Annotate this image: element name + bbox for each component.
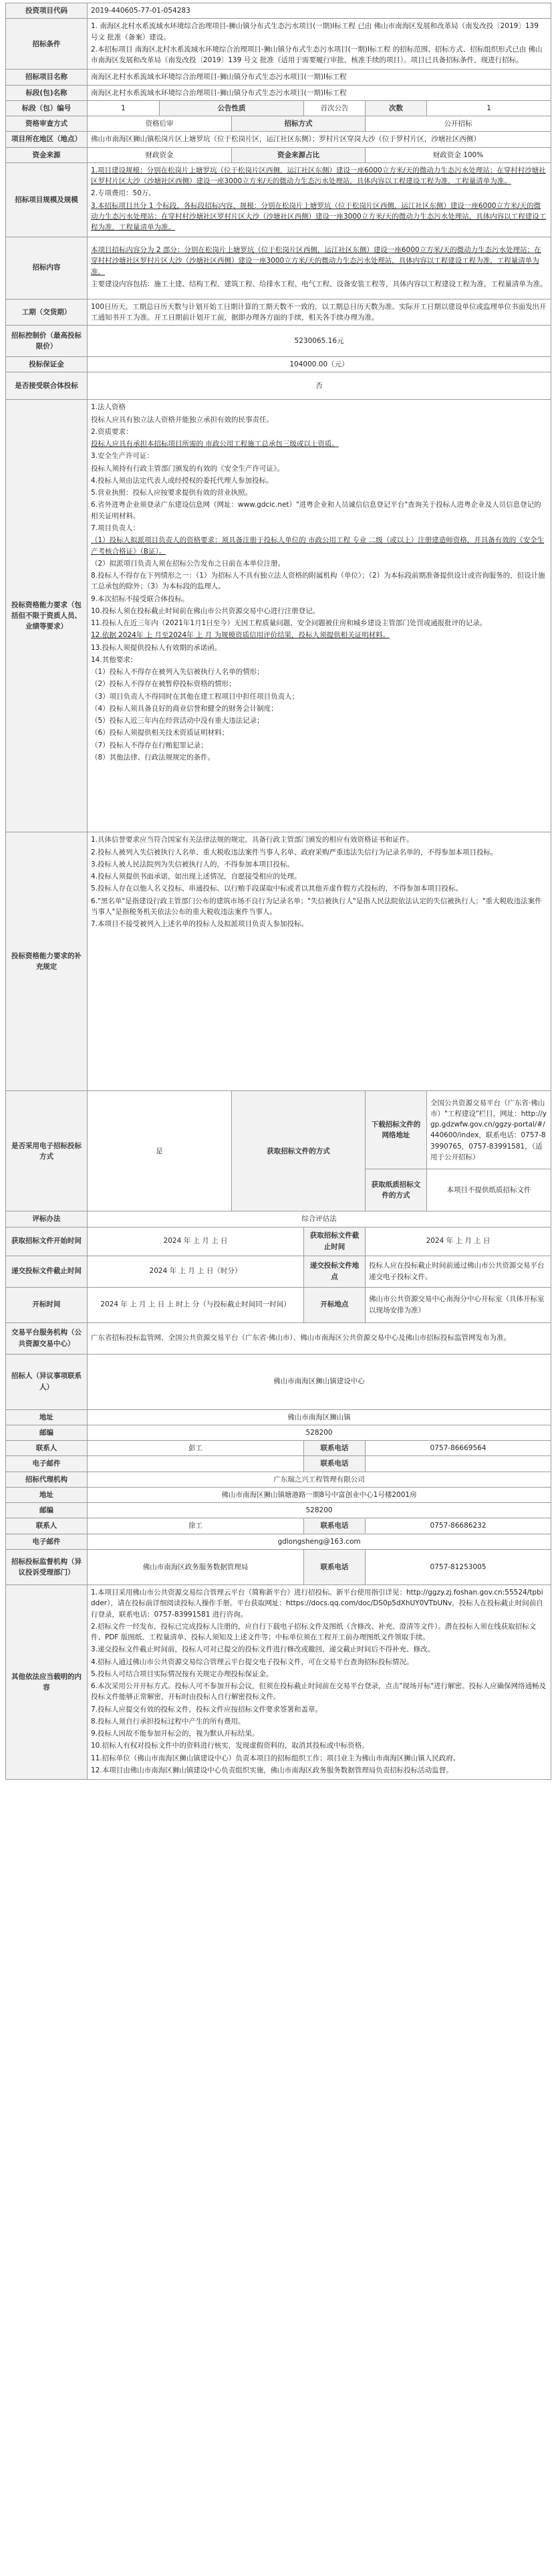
agency-email-value[interactable]: gdlongsheng@163.com	[88, 1534, 551, 1549]
other-para: 2.招标文件一经发布，投标已完成投标人注册的，应自行下载电子招标文件及图纸（含修改、补充、澄清等文件）。潜在投标人须在线获取招标文件、PDF 版图纸、工程量清单、投标人须知及上述文件等；中标单位须在工程开工前办理图纸文件领取手续。	[91, 1622, 537, 1642]
consortium-value: 否	[88, 372, 551, 400]
other-para: 1.本项目采用佛山市公共资源交易综合管理云平台（简称新平台）进行招投标。新平台使用指引详见：http://ggzy.zj.foshan.gov.cn:55524/tpbidder），请在投标前详细阅读投标人操作手册。平台获取网址：https://docs.qq.com/doc/DS0p5dXhUY0VTbUNv，投标人在投标截止时间前自行登录，联系电话：0757-83991581 进行咨询。	[91, 1588, 543, 1619]
qualification-para: 投标人应具有承担本招标项目所需的 市政公用工程施工总承包三级或以上资质。	[91, 440, 339, 449]
tenderer-addr-label: 地址	[6, 1409, 88, 1425]
notice-count-label: 次数	[366, 100, 427, 116]
doc-end-value: 2024 年 上 月 上 日	[366, 1227, 551, 1256]
qualification-para: 12.依据 2024年 上 月至2024年 上 月 为规模资质信用评价结果，投标人须提供相关证明材料。	[91, 631, 390, 640]
notice-count-value: 1	[427, 100, 551, 116]
max-price-label: 招标控制价（最高投标限价）	[6, 326, 88, 357]
content-para: 本项目招标内容分为 2 部分：分别在松岗片上塘罗坑（位于松岗片区西侧，运江社区东侧）建设一座6000立方米/天的微动力生态污水处理站；在穿村村沙塘社区罗村片区大沙（沙塘社区西侧）建设一座3000立方米/天的微动力生态污水处理站，具体内容以工程建设工程为准，工程量清单为准。	[91, 245, 541, 276]
other-para: 8.投标人须自行承担投标过程中产生的所有费用。	[91, 1717, 245, 1726]
qualification-para: 7.项目负责人：	[91, 523, 140, 532]
opening-place-value: 佛山市公共资源交易中心南海分中心开标室（具体开标室以现场安排为准）	[366, 1287, 551, 1322]
other-label: 其他依法应当载明的内容	[6, 1585, 88, 1779]
qualification-para: 11.投标人在近三年内（2021年1月1日至今）无因工程质量问题、安全问题被住房和城乡建设主管部门处罚或通报批评的记录。	[91, 619, 487, 628]
notice-type-value: 首次公告	[304, 100, 366, 116]
other-para: 4.招标人通过佛山市公共资源交易综合管理云平台提交电子投标文件，可在交易平台查询招标投标情况。	[91, 1657, 414, 1666]
qualification-para: 8.投标人不得存在下列情形之一：（1）为招标人不具有独立法人资格的附属机构（单位）；（2）为本标段前期准备提供设计或咨询服务的，但设计施工总承包的除外；（3）为本标段的监理人。	[91, 572, 545, 591]
doc-start-label: 获取招标文件开始时间	[6, 1227, 88, 1256]
qualification-para: （4）投标人须具备良好的商业信誉和健全的财务会计制度；	[91, 704, 278, 713]
supervisor-label: 招标投标监督机构（异议投诉受理部门）	[6, 1549, 88, 1585]
negative-list-para: 1.具体信誉要求应当符合国家有关法律法规的规定，具备行政主管部门颁发的相应有效资格证书和证件。	[91, 836, 414, 844]
funding-value: 财政资金	[88, 147, 232, 162]
qualification-para: 4.投标人须由法定代表人或经授权的委托代理人参加投标。	[91, 476, 273, 485]
max-price-row	[6, 326, 551, 357]
qualification-para: 10.投标人须在投标截止时间前在佛山市公共资源交易中心进行注册登记。	[91, 606, 320, 615]
agency-addr-row	[6, 1487, 551, 1502]
agency-email-label: 电子邮件	[6, 1534, 88, 1549]
tenderer-row	[6, 1354, 551, 1409]
tenderer-contact-row	[6, 1441, 551, 1456]
negative-list-para: 7.本项目不接受被列入上述名单的投标人及拟派项目负责人参加投标。	[91, 920, 309, 929]
other-para: 3.递交投标文件截止时间前，投标人可对已提交的投标文件进行修改或撤回，递交截止时间后不得补充、修改。	[91, 1645, 435, 1654]
negative-list-label: 投标资格能力要求的补充规定	[6, 832, 88, 1091]
scale-para: 1.项目建设规模：分别在松岗片上塘罗坑（位于松岗片区西侧，运江社区东侧）建设一座6000立方米/天的微动力生态污水处理站；在穿村村沙塘社区罗村片区大沙（沙塘社区西侧）建设一座3000立方米/天的微动力生态污水处理站，具体内容以工程建设工程为准，工程量清单为准。	[91, 166, 546, 186]
location-label: 项目所在地区（地点）	[6, 132, 88, 147]
project-code-value: 2019-440605-77-01-054283	[88, 3, 551, 19]
opening-row	[6, 1287, 551, 1322]
scale-para: 3.本招标项目共分 1 个标段，各标段招标内容、规模：分别在松岗片上塘罗坑（位于松岗片区西侧，运江社区东侧）建设一座6000立方米/天的微动力生态污水处理站；在穿村村沙塘社区罗村片区大沙（沙塘社区西侧）建设一座3000立方米/天的微动力生态污水处理站，具体内容以工程建设工程为准，工程量清单为准。	[91, 201, 547, 232]
location-row	[6, 132, 551, 147]
tender-conditions-label: 招标条件	[6, 19, 88, 70]
other-value	[88, 1585, 551, 1779]
bid-place-value: 投标人应在投标截止时间前通过佛山市公共资源交易平台递交电子投标文件。	[366, 1256, 551, 1287]
opening-value: 2024 年 上 月 上 日 上 时上 分（与投标截止时间同一时间）	[88, 1287, 304, 1322]
tender-conditions-para: 1. 南海区北村水系流域水环境综合治理项目-狮山镇分布式生态污水项目(一期)I标工程 已由 佛山市南海区发展和改革局（南发改投〔2019〕139 号文 批准（备案）建设。	[91, 22, 539, 41]
other-para: 6.本次采用公开开标方式。投标人可不参加开标会议，但须在投标截止时间前在交易平台登录，点击"现场开标"进行解密。投标人应确保网络通畅及投标文件能够正常解密，开标时由投标人自行解密投标文件。	[91, 1682, 547, 1702]
project-name-row	[6, 70, 551, 85]
section-info-row	[6, 100, 551, 116]
negative-list-para: 4.投标人须提供书面承诺，如出现上述情况，自愿接受相应的处理。	[91, 872, 301, 881]
evaluation-row	[6, 1211, 551, 1227]
platform-label: 交易平台服务机构（公共资源交易中心）	[6, 1322, 88, 1354]
bid-place-label: 递交投标文件地点	[304, 1256, 366, 1287]
section-no-label: 标段（包）编号	[6, 100, 88, 116]
agency-zip-row	[6, 1503, 551, 1518]
doc-start-value: 2024 年 上 月 上 日	[88, 1227, 304, 1256]
agency-row	[6, 1472, 551, 1487]
doc-end-label: 获取招标文件截止时间	[304, 1227, 366, 1256]
other-row	[6, 1585, 551, 1779]
project-name-label: 招标项目名称	[6, 70, 88, 85]
section-name-row	[6, 85, 551, 100]
agency-phone-label: 联系电话	[304, 1518, 366, 1534]
tender-conditions-value	[88, 19, 551, 70]
qualification-label: 投标资格能力要求（包括但不限于资质人员、业绩等要求）	[6, 400, 88, 832]
tender-conditions-row	[6, 19, 551, 70]
agency-addr-value: 佛山市南海区狮山镇塘港路一期8号中富创业中心1号楼2001房	[88, 1487, 551, 1502]
qualification-para: （6）投标人须提供相关技术资质证明材料；	[91, 729, 229, 737]
project-name-value: 南海区北村水系流域水环境综合治理项目-狮山镇分布式生态污水项目(一期)I标工程	[88, 70, 551, 85]
negative-list-para: 3.投标人被人民法院列为失信被执行人的，不得参加本项目投标。	[91, 860, 295, 868]
tender-method-value: 公开招标	[366, 116, 551, 132]
agency-zip-value: 528200	[88, 1503, 551, 1518]
location-value: 佛山市南海区狮山镇松岗片区上塘罗坑（位于松岗片区，运江社区东侧）；罗村片区穿岗大沙（位于罗村片区，沙塘社区西侧）	[88, 132, 551, 147]
opening-label: 开标时间	[6, 1287, 88, 1322]
scale-row	[6, 162, 551, 237]
doc-period-row	[6, 1227, 551, 1256]
qualification-value	[88, 400, 551, 832]
qualification-para: 6.省外进粤企业须登录广东建设信息网（网址：www.gdcic.net）"进粤企业和人员诚信信息登记平台"查询关于投标人进粤企业及人员信息登记的相关证明材料。	[91, 501, 541, 520]
qualification-para: （5）投标人近三年内在经营活动中没有重大违法记录；	[91, 717, 264, 725]
notice-type-label: 公告性质	[160, 100, 304, 116]
qualification-para: 1.法人资格	[91, 403, 126, 412]
other-para: 7.投标人应提交有效的投标文件，投标文件应按招标文件要求签署和盖章。	[91, 1705, 323, 1714]
qualification-para: （8）其他法律、行政法规规定的条件。	[91, 753, 215, 762]
qualification-para: 投标人须持有行政主管部门颁发的有效的《安全生产许可证》。	[91, 464, 284, 473]
funding-ratio-label: 资金来源占比	[232, 147, 366, 162]
tenderer-addr-row	[6, 1409, 551, 1425]
other-para: 9.投标人因故不能参加开标会的，视为默认开标结果。	[91, 1730, 259, 1738]
tenderer-zip-label: 邮编	[6, 1425, 88, 1440]
content-para: 主要建设内容包括：施工土建、结构工程、建筑工程、给排水工程、电气工程、设备安装工程等，具体内容以工程建设工程为准，工程量清单为准。	[91, 279, 547, 288]
qualification-para: （7）投标人不得存在行贿犯罪记录；	[91, 741, 208, 749]
section-no-value: 1	[88, 100, 160, 116]
section-name-label: 标段(包)名称	[6, 85, 88, 100]
get-doc-label: 获取招标文件的方式	[232, 1091, 366, 1211]
tenderer-phone2-value	[366, 1456, 551, 1472]
consortium-label: 是否接受联合体投标	[6, 372, 88, 400]
duration-value: 100日历天。工期总日历天数与计划开始工日期计算的工期天数不一致的，以工期总日历天数为准。实际开工日期以建设单位或监理单位书面发出开工通知书开工为准。开工日期前计划开工前，据即办理各方面的手续，相关各手续办理为准。	[88, 299, 551, 326]
tenderer-contact-value: 彭工	[88, 1441, 304, 1456]
qualification-para: 9.本次招标不接受联合体投标。	[91, 594, 189, 603]
funding-ratio-value: 财政资金 100%	[366, 147, 551, 162]
tenderer-zip-value: 528200	[88, 1425, 551, 1440]
agency-contact-row	[6, 1518, 551, 1534]
qualification-para: 2.资质要求：	[91, 427, 133, 436]
negative-list-para: 2.投标人被列入失信被执行人名单、重大税收违法案件当事人名单、政府采购严重违法失信行为记录名单的，不得参加本项目投标。	[91, 848, 498, 856]
tenderer-phone2-label: 联系电话	[304, 1456, 366, 1472]
duration-row	[6, 299, 551, 326]
agency-label: 招标代理机构	[6, 1472, 88, 1487]
other-para: 11.招标单位（佛山市南海区狮山镇建设中心）负责本项目的招标组织工作；项目业主为佛山市南海区狮山镇人民政府。	[91, 1754, 460, 1762]
supervisor-row	[6, 1549, 551, 1585]
project-code-label: 投资项目代码	[6, 3, 88, 19]
tenderer-email-row	[6, 1456, 551, 1472]
tenderer-contact-label: 联系人	[6, 1441, 88, 1456]
negative-list-value	[88, 832, 551, 1091]
agency-phone-value: 0757-86686232	[366, 1518, 551, 1534]
paper-doc-value: 本项目不提供纸质招标文件	[427, 1169, 551, 1211]
platform-value: 广东省招标投标监管网、全国公共资源交易平台（广东省·佛山市）、佛山市南海区公共资源交易中心及佛山市招标投标监管网发布为准。	[88, 1322, 551, 1354]
negative-list-para: 6."黑名单"是指建设行政主管部门公布的建筑市场不良行为记录名单；"失信被执行人"是指人民法院依法认定的失信被执行人；"重大税收违法案件当事人"是指税务机关依法公布的重大税收违法案件当事人。	[91, 897, 542, 916]
electronic-value: 是	[88, 1091, 232, 1211]
supervisor-phone-value: 0757-81253005	[366, 1549, 551, 1585]
max-price-value: 5230065.16元	[88, 326, 551, 357]
tenderer-email-label: 电子邮件	[6, 1456, 88, 1472]
qualification-para: 3.安全生产许可证：	[91, 452, 154, 461]
project-code-row	[6, 3, 551, 19]
bid-bond-row	[6, 357, 551, 372]
supervisor-phone-label: 联系电话	[304, 1549, 366, 1585]
content-label: 招标内容	[6, 237, 88, 299]
duration-label: 工期（交货期）	[6, 299, 88, 326]
agency-value: 广东瑞之兴工程管理有限公司	[88, 1472, 551, 1487]
evaluation-value: 综合评估法	[88, 1211, 551, 1227]
download-label: 下载招标文件的网络地址	[366, 1091, 427, 1169]
platform-row	[6, 1322, 551, 1354]
paper-doc-label: 获取纸质招标文件的方式	[366, 1169, 427, 1211]
qualification-para: 投标人应具有独立法人资格并能独立承担有效的民事责任。	[91, 415, 273, 424]
qualification-para: （1）投标人拟派项目负责人的资格要求：须具备注册于投标人单位的 市政公用工程 专业 二级（或以上）注册建造师资格，并具备有效的《安全生产考核合格证》（B证）。	[91, 536, 545, 556]
bid-deadline-row	[6, 1256, 551, 1287]
tender-announcement	[5, 3, 551, 1780]
download-value[interactable]: 全国公共资源交易平台（广东省·佛山市）"工程建设"栏目，网址：http://ygp.gdzwfw.gov.cn/ggzy-portal/#/440600/index，联系电话：0757-83990765，0757-83991581，（适用于公开招标）	[427, 1091, 551, 1169]
qualification-review-value: 资格后审	[88, 116, 232, 132]
agency-contact-value: 徐工	[88, 1518, 304, 1534]
other-para: 5.投标人可结合项目实际情况按有关规定办理投标保证金。	[91, 1669, 273, 1678]
qualification-row	[6, 400, 551, 832]
agency-contact-label: 联系人	[6, 1518, 88, 1534]
agency-email-row	[6, 1534, 551, 1549]
tenderer-addr-value: 佛山市南海区狮山镇	[88, 1409, 551, 1425]
qualification-para: 5.营业执照：投标人应按要求提供有效的营业执照。	[91, 489, 253, 497]
evaluation-label: 评标办法	[6, 1211, 88, 1227]
bid-deadline-value: 2024 年 上 月 上 日（时分）	[88, 1256, 304, 1287]
content-value	[88, 237, 551, 299]
scale-value	[88, 162, 551, 237]
negative-list-para: 5.投标人存在以他人名义投标、串通投标、以行贿手段谋取中标或者以其他弄虚作假方式投标的，不得参加本项目投标。	[91, 885, 463, 893]
tenderer-value: 佛山市南海区狮山镇建设中心	[88, 1354, 551, 1409]
consortium-row	[6, 372, 551, 400]
supervisor-value: 佛山市南海区政务服务数据管理局	[88, 1549, 304, 1585]
tender-method-label: 招标方式	[232, 116, 366, 132]
electronic-row-1	[6, 1091, 551, 1169]
content-row	[6, 237, 551, 299]
tender-conditions-para: 2.本招标项目 南海区北村水系流域水环境综合治理项目-狮山镇分布式生态污水项目(一期)I标工程 的招标范围、招标方式、招标组织形式已由 佛山市南海区发展和改革局（南发改投〔2019〕139 号文 批准（适用于需要履行审批、核准手续的项目）。项目已具备招标条件，现进行招标。	[91, 45, 543, 65]
section-name-value: 南海区北村水系流域水环境综合治理项目-狮山镇分布式生态污水项目(一期)I标工程	[88, 85, 551, 100]
qualification-para: （2）拟派项目负责人须在招标公告发布之日前在本单位注册。	[91, 559, 285, 568]
qualification-para: （3）项目负责人不得同时在其他在建工程项目中担任项目负责人；	[91, 692, 299, 701]
funding-row	[6, 147, 551, 162]
qualification-review-row	[6, 116, 551, 132]
scale-label: 招标项目规模及规模	[6, 162, 88, 237]
scale-para: 2.专项费用：50万。	[91, 189, 156, 198]
other-para: 10.招标人有权对投标文件中的资料进行核实，发现虚假资料的，取消其投标或中标资格。	[91, 1742, 369, 1750]
bid-bond-value: 104000.00（元）	[88, 357, 551, 372]
tenderer-phone-label: 联系电话	[304, 1441, 366, 1456]
qualification-review-label: 资格审查方式	[6, 116, 88, 132]
bid-bond-label: 投标保证金	[6, 357, 88, 372]
negative-list-row	[6, 832, 551, 1091]
electronic-label: 是否采用电子招标投标方式	[6, 1091, 88, 1211]
tenderer-phone-value: 0757-86669564	[366, 1441, 551, 1456]
tenderer-label: 招标人（异议事项联系人）	[6, 1354, 88, 1409]
agency-zip-label: 邮编	[6, 1503, 88, 1518]
other-para: 12.本项目由佛山市南海区狮山镇建设中心负责组织实施，佛山市南海区政务服务数据管理局负责招标投标活动监督。	[91, 1766, 453, 1774]
qualification-para: （1）投标人不得存在被列入失信被执行人名单的情形；	[91, 668, 264, 677]
qualification-para: （2）投标人不得存在被暂停投标资格的情形；	[91, 680, 236, 689]
tenderer-zip-row	[6, 1425, 551, 1440]
tenderer-email-value	[88, 1456, 304, 1472]
funding-label: 资金来源	[6, 147, 88, 162]
announcement-table	[5, 3, 551, 1780]
qualification-para: 13.投标人须提供投标人有效期的承诺函。	[91, 643, 222, 652]
agency-addr-label: 地址	[6, 1487, 88, 1502]
qualification-para: 14.其他要求：	[91, 655, 138, 664]
opening-place-label: 开标地点	[304, 1287, 366, 1322]
bid-deadline-label: 递交投标文件截止时间	[6, 1256, 88, 1287]
